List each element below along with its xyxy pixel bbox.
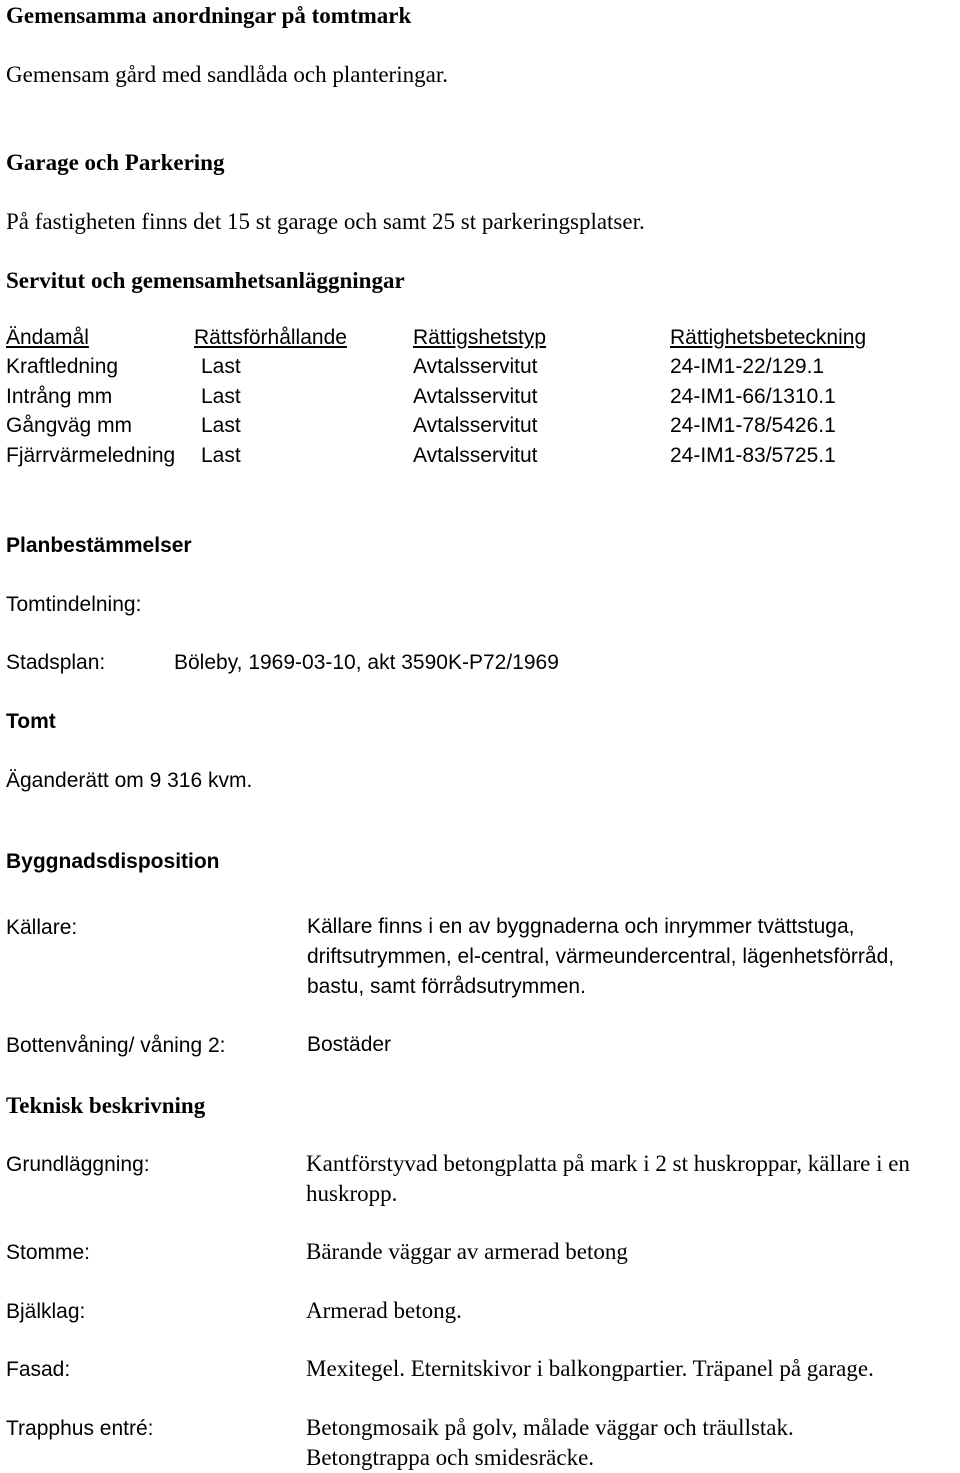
column-header: Rättigshetstyp	[413, 326, 547, 349]
table-row	[6, 443, 956, 473]
column-header: Rättighetsbeteckning	[670, 326, 867, 349]
bottenvaning-label: Bottenvåning/ våning 2:	[6, 1034, 226, 1057]
fasad-label: Fasad:	[6, 1358, 71, 1381]
table-cell: Last	[201, 355, 241, 378]
column-header: Ändamål	[6, 326, 89, 349]
text-gemensamma: Gemensam gård med sandlåda och planteringar.	[6, 62, 448, 87]
table-cell: 24-IM1-66/1310.1	[670, 385, 836, 408]
text-tomt: Äganderätt om 9 316 kvm.	[6, 769, 253, 792]
heading-tomt: Tomt	[6, 710, 56, 733]
trapphus-label: Trapphus entré:	[6, 1417, 154, 1440]
grundlaggning-label: Grundläggning:	[6, 1153, 150, 1176]
table-cell: Avtalsservitut	[413, 385, 538, 408]
table-row	[6, 413, 956, 443]
column-header: Rättsförhållande	[194, 326, 347, 349]
table-cell: Avtalsservitut	[413, 444, 538, 467]
table-cell: Last	[201, 414, 241, 437]
heading-garage: Garage och Parkering	[6, 150, 225, 175]
table-row	[6, 354, 956, 384]
heading-teknisk: Teknisk beskrivning	[6, 1093, 206, 1118]
heading-planbestammelser: Planbestämmelser	[6, 534, 192, 557]
kallare-value: Källare finns i en av byggnaderna och inrymmer tvättstuga, driftsutrymmen, el-central, värmeundercentral, lägenhetsförråd, bastu, samt förrådsutrymmen.	[307, 915, 895, 998]
stadsplan-value: Böleby, 1969-03-10, akt 3590K-P72/1969	[174, 651, 559, 674]
fasad-value: Mexitegel. Eternitskivor i balkongpartier. Träpanel på garage.	[306, 1356, 874, 1381]
table-cell: 24-IM1-78/5426.1	[670, 414, 836, 437]
heading-byggnadsdisposition: Byggnadsdisposition	[6, 850, 220, 873]
trapphus-value: Betongmosaik på golv, målade väggar och träullstak. Betongtrappa och smidesräcke.	[306, 1415, 794, 1470]
stadsplan-label: Stadsplan:	[6, 651, 106, 674]
table-cell: Fjärrvärmeledning	[6, 444, 176, 467]
text-garage: På fastigheten finns det 15 st garage och samt 25 st parkeringsplatser.	[6, 209, 645, 234]
bjalklag-label: Bjälklag:	[6, 1300, 86, 1323]
kallare-label: Källare:	[6, 916, 78, 939]
table-cell: Last	[201, 385, 241, 408]
table-cell: Gångväg mm	[6, 414, 133, 437]
bottenvaning-value: Bostäder	[307, 1033, 392, 1056]
tomtindelning-label: Tomtindelning:	[6, 593, 142, 616]
heading-gemensamma: Gemensamma anordningar på tomtmark	[6, 3, 412, 28]
stomme-label: Stomme:	[6, 1241, 91, 1264]
bjalklag-value: Armerad betong.	[306, 1298, 462, 1323]
table-cell: Intrång mm	[6, 385, 113, 408]
table-cell: Avtalsservitut	[413, 414, 538, 437]
table-cell: 24-IM1-83/5725.1	[670, 444, 836, 467]
heading-servitut: Servitut och gemensamhetsanläggningar	[6, 268, 405, 293]
table-cell: Kraftledning	[6, 355, 119, 378]
grundlaggning-value: Kantförstyvad betongplatta på mark i 2 st huskroppar, källare i en huskropp.	[306, 1151, 910, 1206]
stomme-value: Bärande väggar av armerad betong	[306, 1239, 628, 1264]
servitut-header-row	[6, 325, 956, 355]
table-cell: Avtalsservitut	[413, 355, 538, 378]
table-cell: 24-IM1-22/129.1	[670, 355, 825, 378]
table-row	[6, 384, 956, 414]
table-cell: Last	[201, 444, 241, 467]
